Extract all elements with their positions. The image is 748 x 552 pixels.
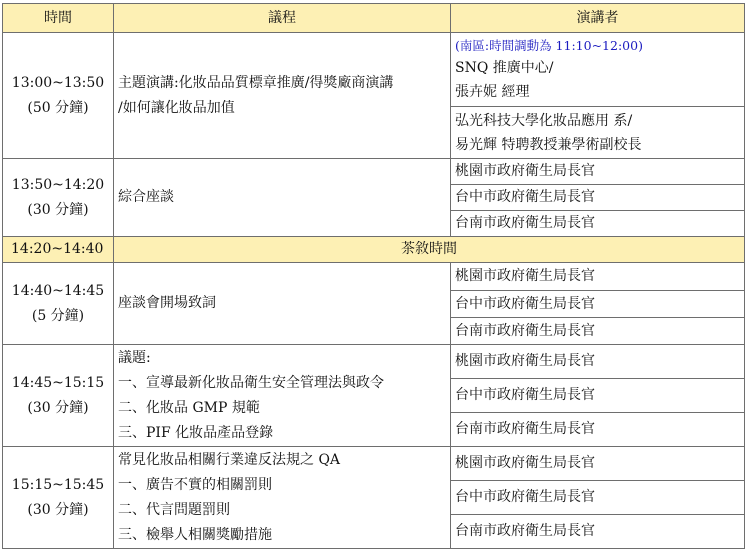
speaker-line: 弘光科技大學化妝品應用 系/ [455, 112, 633, 129]
session-duration: (30 分鐘) [27, 501, 89, 518]
session-duration: (30 分鐘) [27, 201, 89, 218]
topic-line: 一、廣告不實的相關罰則 [118, 476, 272, 493]
topic-line: 二、化妝品 GMP 規範 [118, 399, 260, 416]
speaker-line: SNQ 推廣中心/ [455, 59, 554, 76]
session-row [3, 345, 745, 379]
session-time-cell [3, 33, 114, 159]
speaker-cell: 台南市政府衛生局長官 [451, 318, 745, 345]
session-duration: (5 分鐘) [31, 307, 85, 324]
topic-line: 議題: [118, 349, 151, 366]
speaker-cell [451, 33, 745, 107]
session-row [3, 159, 745, 185]
session-time-cell [3, 447, 114, 549]
topic-line: /如何讓化妝品加值 [118, 99, 235, 116]
speaker-cell: 桃園市政府衛生局長官 [451, 345, 745, 379]
speaker-cell: 桃園市政府衛生局長官 [451, 263, 745, 291]
speaker-cell: 台南市政府衛生局長官 [451, 211, 745, 237]
session-time: 15:15~15:45 [11, 476, 105, 493]
agenda-table [2, 3, 745, 549]
break-row [3, 237, 745, 263]
session-topic [114, 447, 451, 549]
session-time: 13:00~13:50 [11, 74, 105, 91]
topic-line: 三、PIF 化妝品產品登錄 [118, 424, 274, 441]
speaker-cell: 台中市政府衛生局長官 [451, 379, 745, 413]
header-speaker: 演講者 [451, 4, 745, 33]
topic-line: 座談會開場致詞 [118, 295, 216, 311]
break-label: 茶敘時間 [114, 237, 745, 263]
topic-line: 主題演講:化妝品品質標章推廣/得獎廠商演講 [118, 74, 394, 91]
session-time: 14:40~14:45 [11, 282, 105, 299]
session-topic [114, 159, 451, 237]
topic-line: 三、檢舉人相關獎勵措施 [118, 526, 272, 543]
topic-line: 常見化妝品相關行業違反法規之 QA [118, 451, 341, 468]
session-duration: (50 分鐘) [27, 99, 89, 116]
session-row [3, 447, 745, 481]
speaker-cell: 台南市政府衛生局長官 [451, 515, 745, 549]
session-time-cell [3, 263, 114, 345]
session-time: 14:45~15:15 [11, 374, 105, 391]
topic-line: 二、代言問題罰則 [118, 501, 230, 518]
topic-line: 綜合座談 [118, 189, 174, 205]
session-time: 13:50~14:20 [11, 176, 105, 193]
speaker-cell: 桃園市政府衛生局長官 [451, 159, 745, 185]
session-row [3, 263, 745, 291]
session-topic [114, 33, 451, 159]
header-row [3, 4, 745, 33]
session-duration: (30 分鐘) [27, 399, 89, 416]
speaker-line: 張卉妮 經理 [455, 83, 530, 100]
speaker-cell [451, 107, 745, 159]
session-time-cell [3, 345, 114, 447]
session-topic [114, 345, 451, 447]
speaker-line: 易光輝 特聘教授兼學術副校長 [455, 136, 642, 153]
topic-line: 一、宣導最新化妝品衛生安全管理法與政令 [118, 374, 384, 391]
speaker-cell: 台中市政府衛生局長官 [451, 291, 745, 318]
session-topic [114, 263, 451, 345]
header-agenda: 議程 [114, 4, 451, 33]
header-time: 時間 [3, 4, 114, 33]
speaker-cell: 台中市政府衛生局長官 [451, 481, 745, 515]
speaker-cell: 台南市政府衛生局長官 [451, 413, 745, 447]
session-time-cell [3, 159, 114, 237]
speaker-cell: 台中市政府衛生局長官 [451, 185, 745, 211]
break-time: 14:20~14:40 [3, 237, 114, 263]
speaker-cell: 桃園市政府衛生局長官 [451, 447, 745, 481]
session-row [3, 33, 745, 107]
speaker-note: (南區:時間調動為 11:10~12:00) [455, 37, 643, 53]
